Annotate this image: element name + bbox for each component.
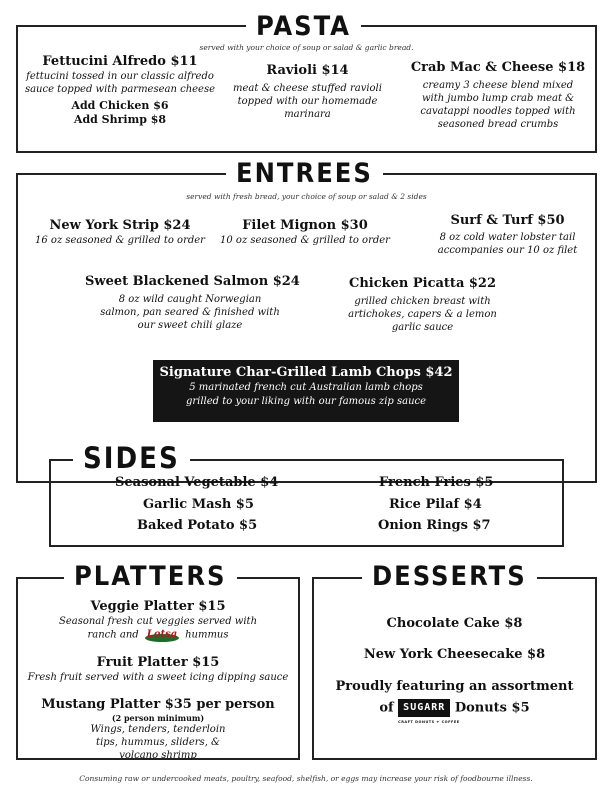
- veggie-desc-line2: [20, 628, 296, 642]
- item-desc: 10 oz seasoned & grilled to order: [220, 235, 390, 246]
- feature-line1: Proudly featuring an assortment: [335, 679, 574, 694]
- desserts-heading: DESSERTS: [362, 563, 537, 590]
- feature-pre: of: [379, 700, 394, 716]
- entree-item-ny-strip: [30, 218, 210, 247]
- veggie-desc-pre: ranch and: [87, 629, 139, 641]
- mustang-minimum: (2 person minimum): [111, 713, 205, 723]
- item-name: Ravioli $14: [266, 63, 349, 78]
- platter-veggie: [20, 599, 296, 642]
- veggie-desc-line1: Seasonal fresh cut veggies served with: [58, 616, 258, 627]
- sides-left-0: Seasonal Vegetable $4: [115, 475, 279, 490]
- sides-heading: SIDES: [73, 444, 190, 473]
- pasta-heading: PASTA: [246, 13, 361, 40]
- item-name: Fruit Platter $15: [96, 655, 220, 670]
- item-desc: fettucini tossed in our classic alfredo sauce topped with parmesean cheese: [24, 71, 216, 95]
- signature-desc-line1: 5 marinated french cut Australian lamb chops: [189, 382, 423, 393]
- sugarr-logo: [398, 699, 460, 724]
- item-name: Surf & Turf $50: [450, 213, 565, 228]
- footer-disclaimer: Consuming raw or undercooked meats, poultry, seafood, shelfish, or eggs may increase your risk of foodbourne illness.: [79, 774, 533, 783]
- desserts-section: [312, 577, 597, 760]
- item-desc: creamy 3 cheese blend mixed with jumbo lump crab meat & cavatappi noodles topped with seasoned bread crumbs: [420, 80, 576, 130]
- signature-lamb-chops: [153, 360, 459, 422]
- item-desc: grilled chicken breast with artichokes, capers & a lemon garlic sauce: [348, 296, 497, 333]
- item-name: Fettucini Alfredo $11: [42, 54, 198, 69]
- dessert-chocolate-cake: [316, 616, 593, 632]
- item-name: New York Strip $24: [49, 218, 191, 233]
- sides-right-1: Rice Pilaf $4: [389, 497, 482, 512]
- item-desc: 16 oz seasoned & grilled to order: [35, 235, 205, 246]
- item-name: New York Cheesecake $8: [363, 647, 546, 662]
- signature-desc-line2: grilled to your liking with our famous zip sauce: [185, 396, 427, 407]
- lotsa-logo: [144, 628, 180, 642]
- sides-right-0: French Fries $5: [379, 475, 494, 490]
- item-desc: 8 oz wild caught Norwegian salmon, pan seared & finished with our sweet chili glaze: [100, 294, 280, 331]
- entree-item-salmon: [85, 274, 300, 332]
- item-name: Crab Mac & Cheese $18: [410, 60, 586, 75]
- sugarr-logo-text: SUGARR: [403, 702, 446, 713]
- addon-shrimp: Add Shrimp $8: [73, 113, 167, 126]
- sugarr-logo-sub: CRAFT DONUTS + COFFEE: [398, 720, 460, 724]
- pasta-item-ravioli: [230, 63, 385, 121]
- platters-heading: PLATTERS: [64, 563, 237, 590]
- entrees-heading: ENTREES: [226, 160, 383, 187]
- pasta-item-fettucini: [22, 54, 218, 127]
- entree-item-picatta: [340, 276, 505, 334]
- sides-left-1: Garlic Mash $5: [143, 497, 254, 512]
- veggie-desc-post: hummus: [185, 629, 229, 641]
- item-name: Filet Mignon $30: [242, 218, 368, 233]
- platter-mustang: [20, 697, 296, 762]
- item-name: Sweet Blackened Salmon $24: [85, 274, 300, 289]
- addon-chicken: Add Chicken $6: [71, 99, 169, 112]
- sides-right-2: Onion Rings $7: [378, 518, 491, 533]
- signature-name: Signature Char-Grilled Lamb Chops $42: [159, 365, 453, 380]
- sides-left-2: Baked Potato $5: [137, 518, 258, 533]
- feature-line2: [316, 699, 593, 724]
- pasta-item-crab-mac: [405, 60, 591, 131]
- item-desc: meat & cheese stuffed ravioli topped with our homemade marinara: [233, 83, 382, 120]
- item-name: Mustang Platter $35 per person: [41, 697, 275, 712]
- entree-item-surf-turf: [425, 213, 590, 257]
- item-desc: 8 oz cold water lobster tail accompanies our 10 oz filet: [437, 232, 578, 256]
- dessert-cheesecake: [316, 647, 593, 663]
- svg-text:Lotsa: Lotsa: [146, 629, 178, 640]
- entree-item-filet: [215, 218, 395, 247]
- pasta-note: served with your choice of soup or salad & garlic bread.: [199, 43, 414, 52]
- item-name: Chocolate Cake $8: [386, 616, 523, 631]
- feature-post: Donuts $5: [454, 700, 530, 716]
- dessert-feature: [316, 679, 593, 724]
- item-name: Veggie Platter $15: [90, 599, 226, 614]
- item-name: Chicken Picatta $22: [348, 276, 497, 291]
- item-desc: Wings, tenders, tenderloin tips, hummus, sliders, & volcano shrimp: [90, 724, 226, 761]
- item-desc: Fresh fruit served with a sweet icing dipping sauce: [27, 672, 289, 683]
- platter-fruit: [20, 655, 296, 684]
- entrees-note: served with fresh bread, your choice of soup or salad & 2 sides: [186, 192, 427, 201]
